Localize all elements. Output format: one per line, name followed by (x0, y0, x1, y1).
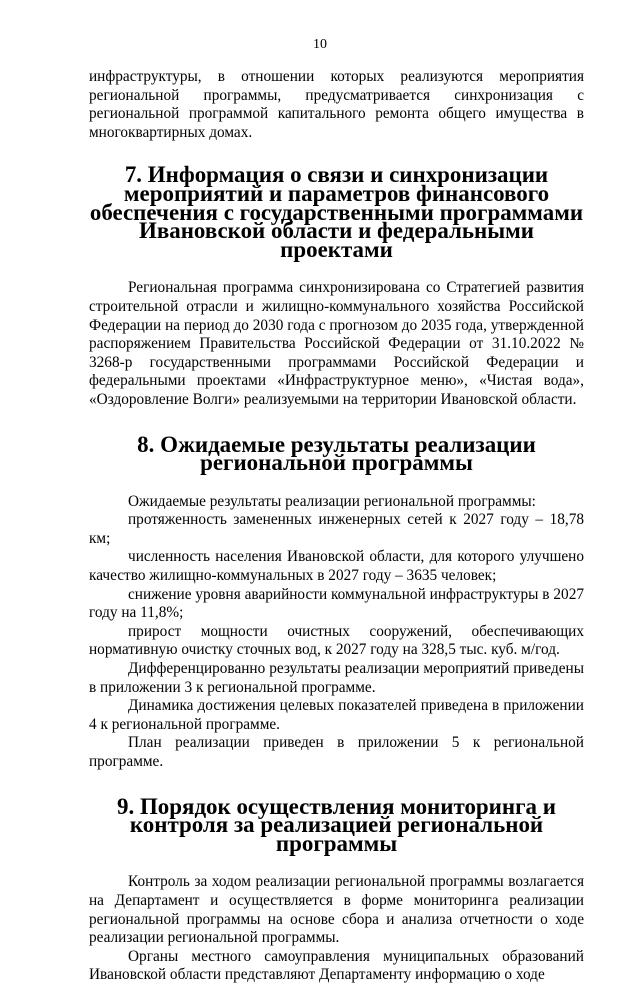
section-8-paragraph: Дифференцированно результаты реализации мероприятий приведены в приложении 3 к региональной программе. (89, 660, 584, 696)
page-number: 10 (313, 37, 327, 52)
section-8-paragraph: снижение уровня аварийности коммунальной инфраструктуры в 2027 году на 11,8%; (89, 585, 584, 622)
document-body (89, 68, 584, 985)
section-7-heading: 7. Информация о связи и синхронизации мероприятий и параметров финансового обеспечения с государственными программами Ивановской области и федеральными проектами (89, 162, 584, 262)
section-8-paragraph: численность населения Ивановской области, для которого улучшено качество жилищно-коммунальных в 2027 году – 3635 человек; (89, 548, 584, 585)
section-9-heading: 9. Порядок осуществления мониторинга и контроля за реализацией региональной программы (117, 793, 556, 856)
section-8-paragraph: Динамика достижения целевых показателей приведена в приложении 4 к региональной программе. (89, 697, 584, 733)
section-9-paragraph: Органы местного самоуправления муниципальных образований Ивановской области представляют Департаменту информацию о ходе (89, 947, 584, 984)
section-8-paragraph: Ожидаемые результаты реализации региональной программы: (128, 492, 536, 510)
section-9-paragraph: Контроль за ходом реализации региональной программы возлагается на Департамент и осуществляется в форме мониторинга реализации региональной программы на основе сбора и анализа отчетности о ходе реализации региональной программы. (89, 873, 584, 947)
section-8-paragraph: прирост мощности очистных сооружений, обеспечивающих нормативную очистку сточных вод, к 2027 году на 328,5 тыс. куб. м/год. (89, 622, 584, 659)
intro-paragraph: инфраструктуры, в отношении которых реализуются мероприятия региональной программы, предусматривается синхронизация с региональной программой капитального ремонта общего имущества в многоквартирных домах. (89, 68, 584, 141)
section-7-paragraph: Региональная программа синхронизирована со Стратегией развития строительной отрасли и жилищно-коммунального хозяйства Российской Федерации на период до 2030 года с прогнозом до 2035 года, утвержденной распоряжением Правительства Российской Федерации от 31.10.2022 № 3268-р государственными программами Российской Федерации и федеральными проектами «Инфраструктурное меню», «Чистая вода», «Оздоровление Волги» реализуемыми на территории Ивановской области. (89, 279, 584, 408)
section-8-heading: 8. Ожидаемые результаты реализации региональной программы (137, 431, 536, 476)
section-8-paragraph: протяженность замененных инженерных сетей к 2027 году – 18,78 км; (89, 511, 584, 547)
section-8-paragraph: План реализации приведен в приложении 5 к региональной программе. (89, 734, 584, 770)
